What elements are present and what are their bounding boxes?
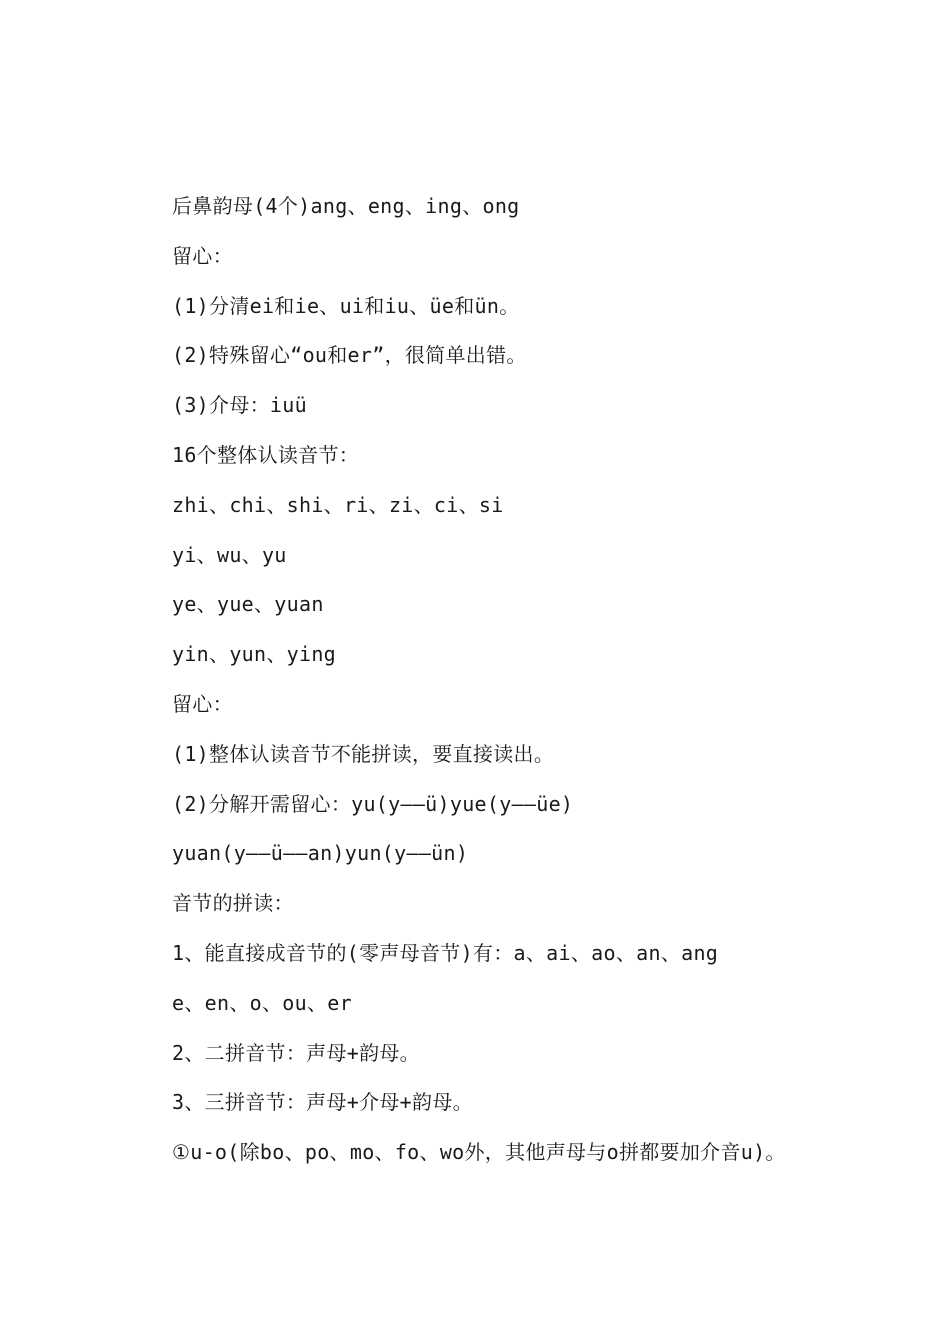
text-line: (3)介母：iuü bbox=[172, 393, 307, 418]
text-line: yuan(y——ü——an)yun(y——ün) bbox=[172, 841, 469, 866]
text-line: 音节的拼读： bbox=[172, 891, 294, 916]
text-line: yi、wu、yu bbox=[172, 542, 287, 567]
text-line: 3、三拼音节：声母+介母+韵母。 bbox=[172, 1090, 473, 1115]
text-line: 1、能直接成音节的(零声母音节)有：a、ai、ao、an、ang bbox=[172, 940, 719, 965]
text-line: zhi、chi、shi、ri、zi、ci、si bbox=[172, 492, 504, 517]
text-line: 后鼻韵母(4个)ang、eng、ing、ong bbox=[172, 194, 520, 218]
text-line: 留心： bbox=[172, 243, 233, 268]
document-body bbox=[172, 190, 872, 1186]
text-line: (2)分解开需留心：yu(y——ü)yue(y——üe) bbox=[172, 791, 574, 816]
text-line: (2)特殊留心“ou和er”，很简单出错。 bbox=[172, 343, 527, 368]
text-line: (1)整体认读音节不能拼读，要直接读出。 bbox=[172, 741, 555, 766]
text-line: 2、二拼音节：声母+韵母。 bbox=[172, 1040, 420, 1065]
text-line: 16个整体认读音节： bbox=[172, 442, 360, 467]
text-line: ①u-o(除bo、po、mo、fo、wo外，其他声母与o拼都要加介音u)。 bbox=[172, 1140, 786, 1165]
text-line: ye、yue、yuan bbox=[172, 592, 324, 617]
text-line: e、en、o、ou、er bbox=[172, 990, 352, 1015]
text-line: 留心： bbox=[172, 691, 233, 716]
text-line: yin、yun、ying bbox=[172, 642, 337, 667]
text-line: (1)分清ei和ie、ui和iu、üe和ün。 bbox=[172, 293, 520, 318]
